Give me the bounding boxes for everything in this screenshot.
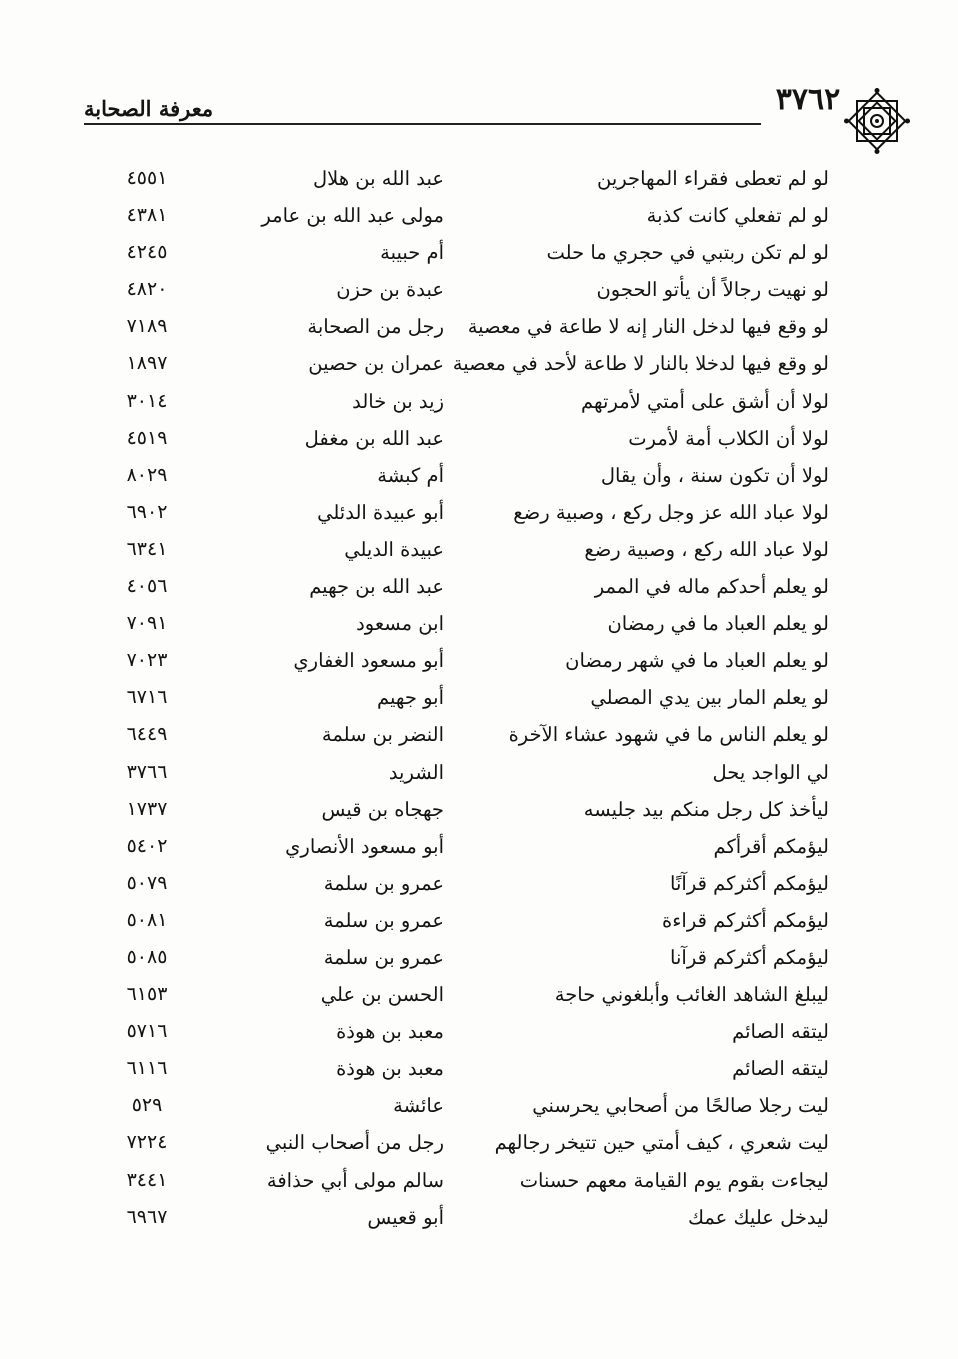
- header-rule: [84, 123, 761, 125]
- table-row: [84, 1087, 829, 1124]
- hadith-text: لو وقع فيها لدخل النار إنه لا طاعة في معصية: [467, 315, 829, 339]
- table-row: [84, 679, 829, 716]
- hadith-text: ليؤمكم أكثركم قرآنا: [670, 945, 829, 969]
- index-table: [84, 160, 829, 1236]
- hadith-text: ليتقه الصائم: [732, 1057, 829, 1081]
- page-number: ٣٧٦٢: [775, 82, 841, 117]
- hadith-number: ٤٠٥٦: [126, 575, 168, 598]
- hadith-text: لو وقع فيها لدخلا بالنار لا طاعة لأحد في معصية: [452, 352, 829, 376]
- hadith-text: ليت شعري ، كيف أمتي حين تتيخر رجالهم: [494, 1131, 829, 1155]
- table-row: [84, 865, 829, 902]
- hadith-text: ليؤمكم أكثركم قرآنًا: [670, 871, 829, 895]
- narrator-name: أم حبيبة: [380, 241, 444, 265]
- table-row: [84, 271, 829, 308]
- table-row: [84, 828, 829, 865]
- hadith-number: ٧٢٢٤: [126, 1131, 168, 1154]
- narrator-name: رجل من أصحاب النبي: [265, 1131, 444, 1155]
- narrator-name: رجل من الصحابة: [307, 315, 444, 339]
- hadith-text: لو يعلم الناس ما في شهود عشاء الآخرة: [508, 723, 829, 747]
- narrator-name: عمران بن حصين: [308, 352, 444, 376]
- hadith-number: ٥٧١٦: [126, 1020, 168, 1043]
- narrator-name: أبو جهيم: [376, 686, 444, 710]
- narrator-name: أبو مسعود الأنصاري: [285, 834, 444, 858]
- hadith-text: لولا أن أشق على أمتي لأمرتهم: [581, 389, 829, 413]
- table-row: [84, 1013, 829, 1050]
- table-row: [84, 754, 829, 791]
- table-row: [84, 642, 829, 679]
- table-row: [84, 1199, 829, 1236]
- table-row: [84, 197, 829, 234]
- narrator-name: أم كبشة: [377, 463, 444, 487]
- hadith-number: ٨٠٢٩: [126, 463, 168, 486]
- table-row: [84, 383, 829, 420]
- table-row: [84, 1124, 829, 1161]
- narrator-name: الشريد: [388, 760, 444, 784]
- table-row: [84, 1050, 829, 1087]
- hadith-text: ليبلغ الشاهد الغائب وأبلغوني حاجة: [554, 983, 829, 1007]
- hadith-text: لو يعلم أحدكم ماله في الممر: [594, 575, 829, 599]
- hadith-number: ٣٠١٤: [126, 389, 168, 412]
- narrator-name: الحسن بن علي: [320, 983, 444, 1007]
- hadith-text: لو نهيت رجالاً أن يأتو الحجون: [596, 278, 829, 302]
- hadith-number: ٥٠٨٥: [126, 945, 168, 968]
- hadith-number: ٦٩٠٢: [126, 500, 168, 523]
- hadith-text: لولا أن تكون سنة ، وأن يقال: [600, 463, 829, 487]
- hadith-number: ٥٠٧٩: [126, 871, 168, 894]
- hadith-number: ٣٧٦٦: [126, 760, 168, 783]
- table-row: [84, 420, 829, 457]
- hadith-number: ٦٤٤٩: [126, 723, 168, 746]
- hadith-text: لو لم تفعلي كانت كذبة: [646, 204, 829, 228]
- hadith-text: ليأخذ كل رجل منكم بيد جليسه: [583, 797, 829, 821]
- hadith-text: ليؤمكم أقرأكم: [713, 834, 829, 858]
- hadith-number: ٧٠٩١: [126, 612, 168, 635]
- hadith-number: ٧٠٢٣: [126, 649, 168, 672]
- narrator-name: عبد الله بن جهيم: [309, 575, 444, 599]
- hadith-number: ١٨٩٧: [126, 352, 168, 375]
- table-row: [84, 494, 829, 531]
- narrator-name: عبيدة الديلي: [344, 537, 444, 561]
- table-row: [84, 902, 829, 939]
- narrator-name: سالم مولى أبي حذافة: [266, 1168, 444, 1192]
- hadith-text: لو يعلم العباد ما في رمضان: [607, 612, 829, 636]
- narrator-name: أبو قعيس: [367, 1205, 444, 1229]
- hadith-number: ٤٥١٩: [126, 426, 168, 449]
- table-row: [84, 1162, 829, 1199]
- narrator-name: عبد الله بن هلال: [313, 167, 444, 190]
- hadith-text: لو لم تعطى فقراء المهاجرين: [597, 167, 829, 190]
- hadith-text: ليدخل عليك عمك: [687, 1205, 829, 1229]
- narrator-name: عمرو بن سلمة: [323, 908, 444, 932]
- table-row: [84, 457, 829, 494]
- table-row: [84, 716, 829, 753]
- narrator-name: عمرو بن سلمة: [323, 945, 444, 969]
- hadith-number: ٤٣٨١: [126, 204, 168, 227]
- hadith-number: ٧١٨٩: [126, 315, 168, 338]
- narrator-name: أبو مسعود الغفاري: [293, 649, 444, 673]
- table-row: [84, 605, 829, 642]
- hadith-text: لو لم تكن ربتبي في حجري ما حلت: [546, 241, 829, 265]
- hadith-number: ٣٤٤١: [126, 1168, 168, 1191]
- table-row: [84, 939, 829, 976]
- table-row: [84, 160, 829, 197]
- narrator-name: معبد بن هوذة: [336, 1020, 444, 1044]
- table-row: [84, 791, 829, 828]
- hadith-number: ٦٧١٦: [126, 686, 168, 709]
- hadith-number: ٦١١٦: [126, 1057, 168, 1080]
- narrator-name: أبو عبيدة الدئلي: [317, 500, 444, 524]
- table-row: [84, 976, 829, 1013]
- hadith-text: ليتقه الصائم: [732, 1020, 829, 1044]
- table-row: [84, 234, 829, 271]
- hadith-number: ١٧٣٧: [126, 797, 168, 820]
- hadith-number: ٥٤٠٢: [126, 834, 168, 857]
- hadith-text: لو يعلم المار بين يدي المصلي: [590, 686, 829, 710]
- table-row: [84, 345, 829, 382]
- hadith-text: ليؤمكم أكثركم قراءة: [662, 908, 829, 932]
- table-row: [84, 531, 829, 568]
- hadith-number: ٤٥٥١: [126, 167, 168, 189]
- narrator-name: عمرو بن سلمة: [323, 871, 444, 895]
- narrator-name: ابن مسعود: [356, 612, 444, 636]
- page-header: [84, 76, 841, 146]
- narrator-name: عبد الله بن مغفل: [304, 426, 444, 450]
- hadith-text: لولا عباد الله ركع ، وصبية رضع: [584, 537, 829, 561]
- book-title: معرفة الصحابة: [84, 96, 214, 121]
- hadith-number: ٤٢٤٥: [126, 241, 168, 264]
- hadith-number: ٦٣٤١: [126, 537, 168, 560]
- narrator-name: النضر بن سلمة: [321, 723, 444, 747]
- table-row: [84, 568, 829, 605]
- narrator-name: عائشة: [393, 1094, 444, 1118]
- table-row: [84, 308, 829, 345]
- hadith-text: ليجاءت بقوم يوم القيامة معهم حسنات: [519, 1168, 829, 1192]
- hadith-number: ٥٢٩: [131, 1094, 163, 1117]
- hadith-text: ليت رجلا صالحًا من أصحابي يحرسني: [532, 1094, 829, 1118]
- hadith-text: لو يعلم العباد ما في شهر رمضان: [565, 649, 829, 673]
- geometric-star-ornament-icon: [844, 88, 910, 154]
- narrator-name: جهجاه بن قيس: [321, 797, 444, 821]
- hadith-text: لي الواجد يحل: [712, 760, 829, 784]
- narrator-name: زيد بن خالد: [352, 389, 444, 413]
- narrator-name: عبدة بن حزن: [336, 278, 444, 302]
- hadith-number: ٥٠٨١: [126, 908, 168, 931]
- hadith-text: لولا أن الكلاب أمة لأمرت: [628, 426, 829, 450]
- hadith-number: ٦٩٦٧: [126, 1205, 168, 1228]
- hadith-text: لولا عباد الله عز وجل ركع ، وصبية رضع: [513, 500, 829, 524]
- narrator-name: معبد بن هوذة: [336, 1057, 444, 1081]
- narrator-name: مولى عبد الله بن عامر: [261, 204, 444, 228]
- hadith-number: ٦١٥٣: [126, 983, 168, 1006]
- hadith-number: ٤٨٢٠: [126, 278, 168, 301]
